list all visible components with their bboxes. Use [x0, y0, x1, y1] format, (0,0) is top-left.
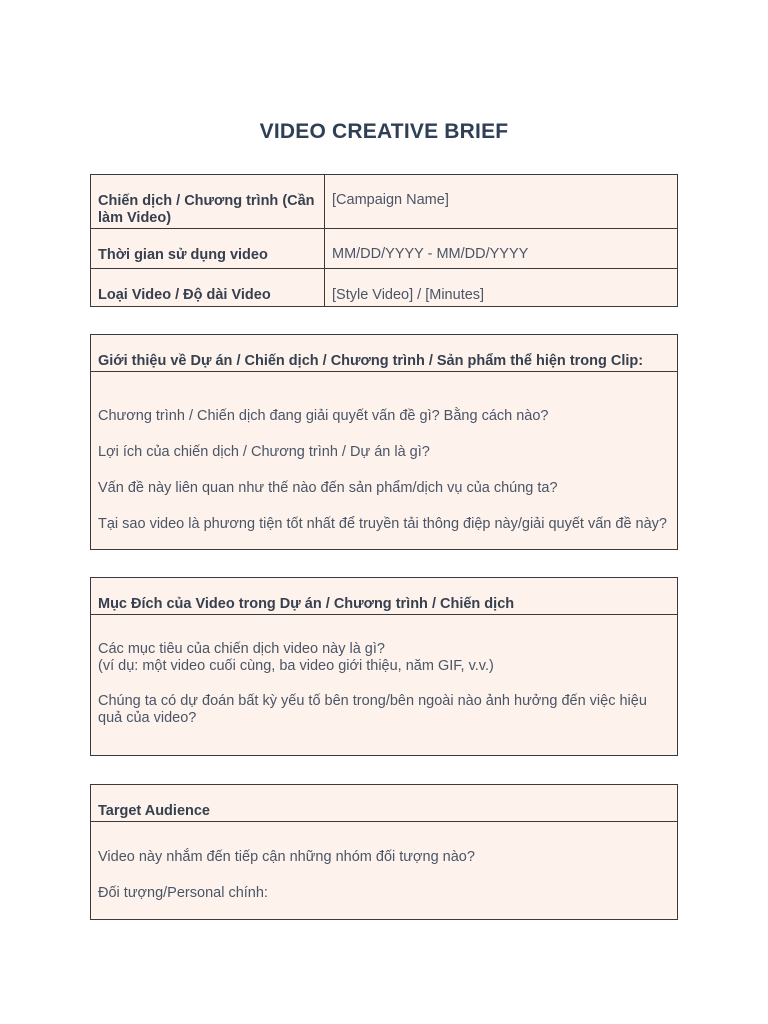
video-purpose-section — [90, 577, 678, 756]
campaign-info-table — [90, 174, 678, 307]
question-item: Đối tượng/Personal chính: — [98, 885, 268, 901]
table-row — [91, 175, 678, 229]
document-title: VIDEO CREATIVE BRIEF — [259, 120, 509, 143]
section-body — [91, 408, 677, 533]
video-type-value[interactable]: [Style Video] / [Minutes] — [325, 269, 678, 307]
section-heading: Giới thiệu về Dự án / Chiến dịch / Chương trình / Sản phẩm thể hiện trong Clip: — [91, 335, 677, 372]
question-item: Lợi ích của chiến dịch / Chương trình / Dự án là gì? — [98, 444, 430, 460]
question-item: Tại sao video là phương tiện tốt nhất để truyền tải thông điệp này/giải quyết vấn đề này? — [98, 516, 667, 532]
question-item: (ví dụ: một video cuối cùng, ba video giới thiệu, năm GIF, v.v.) — [98, 658, 494, 674]
project-intro-section — [90, 334, 678, 550]
usage-period-value[interactable]: MM/DD/YYYY - MM/DD/YYYY — [325, 229, 678, 269]
question-item: Các mục tiêu của chiến dịch video này là gì? — [98, 641, 385, 657]
section-body — [91, 849, 677, 902]
table-row — [91, 229, 678, 269]
campaign-label: Chiến dịch / Chương trình (Cần làm Video) — [91, 175, 325, 229]
table-row — [91, 269, 678, 307]
question-item: Chương trình / Chiến dịch đang giải quyết vấn đề gì? Bằng cách nào? — [98, 408, 549, 424]
question-item: Video này nhắm đến tiếp cận những nhóm đối tượng nào? — [98, 849, 475, 865]
usage-period-label: Thời gian sử dụng video — [91, 229, 325, 269]
target-audience-section — [90, 784, 678, 920]
question-item: Chúng ta có dự đoán bất kỳ yếu tố bên trong/bên ngoài nào ảnh hưởng đến việc hiệu quả của video? — [98, 693, 647, 726]
campaign-value[interactable]: [Campaign Name] — [325, 175, 678, 229]
section-heading: Target Audience — [91, 785, 677, 822]
section-heading: Mục Đích của Video trong Dự án / Chương trình / Chiến dịch — [91, 578, 677, 615]
question-item: Vấn đề này liên quan như thế nào đến sản phẩm/dịch vụ của chúng ta? — [98, 480, 558, 496]
section-body — [91, 641, 677, 727]
video-type-label: Loại Video / Độ dài Video — [91, 269, 325, 307]
